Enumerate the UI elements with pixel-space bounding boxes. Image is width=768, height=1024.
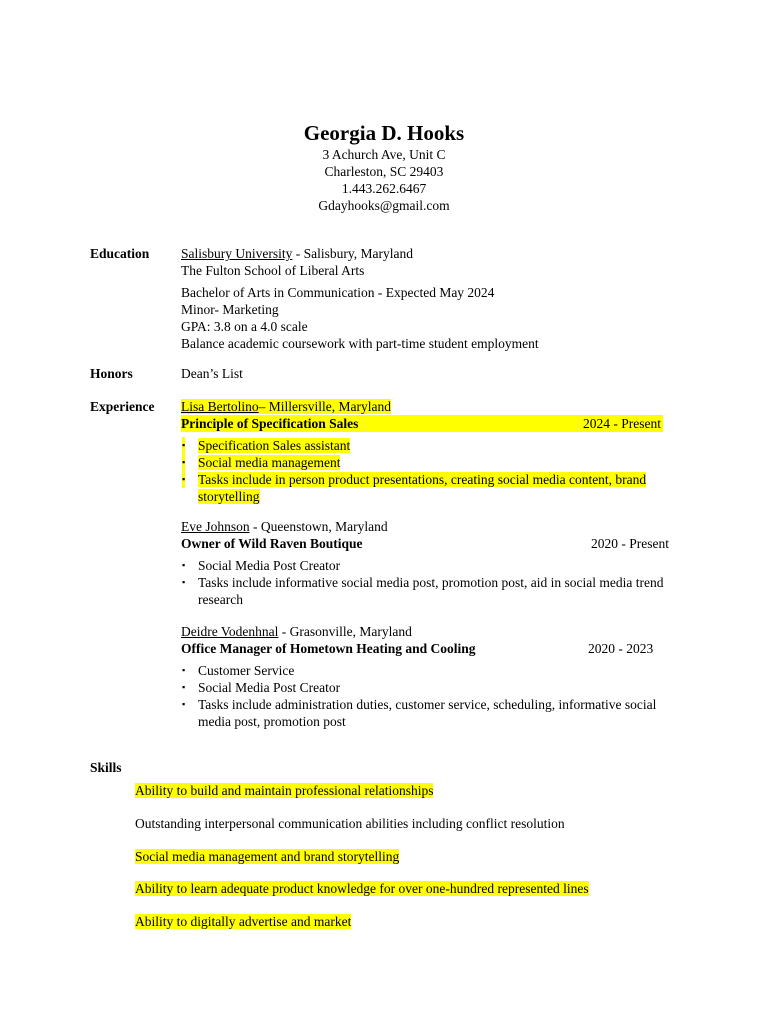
education-note: Balance academic coursework with part-time student employment (181, 336, 539, 351)
skill-item: Ability to digitally advertise and market (135, 914, 352, 929)
skill-item: Social media management and brand storytelling (135, 849, 400, 864)
job-bullet: ▪ Tasks include administration duties, customer service, scheduling, informative social media post, promotion post (182, 697, 657, 729)
bullet-icon: ▪ (182, 437, 185, 454)
job-location: – Millersville, Maryland (258, 399, 391, 414)
address-line-1: 3 Achurch Ave, Unit C (322, 147, 446, 162)
candidate-name: Georgia D. Hooks (303, 121, 465, 145)
job-bullet: ▪ Social media management (182, 455, 341, 470)
job-employer: Deidre Vodenhnal (181, 624, 279, 639)
honors-value: Dean’s List (181, 366, 243, 381)
job-bullet: ▪ Tasks include informative social media post, promotion post, aid in social media trend research (182, 575, 664, 607)
job-location: - Queenstown, Maryland (249, 519, 388, 534)
job-employer-line (181, 623, 681, 640)
job-entry (181, 623, 681, 730)
bullet-icon: ▪ (182, 665, 186, 675)
gpa: GPA: 3.8 on a 4.0 scale (181, 319, 308, 334)
bullet-icon: ▪ (182, 682, 186, 692)
honors-label: Honors (90, 366, 133, 381)
bullet-icon: ▪ (182, 699, 186, 709)
job-bullets (181, 437, 681, 505)
phone-number: 1.443.262.6467 (341, 181, 427, 196)
job-bullet: ▪ Customer Service (182, 663, 295, 678)
education-section (181, 245, 681, 352)
address-line-2: Charleston, SC 29403 (324, 164, 444, 179)
job-title-line (181, 415, 663, 432)
email-address: Gdayhooks@gmail.com (318, 198, 450, 213)
job-employer: Eve Johnson (181, 519, 250, 534)
job-bullet: ▪ Tasks include in person product presentations, creating social media content, brand storytelling (182, 472, 647, 504)
school-location: - Salisbury, Maryland (292, 246, 413, 261)
bullet-icon: ▪ (182, 560, 186, 570)
skills-label: Skills (90, 760, 122, 775)
job-employer: Lisa Bertolino (181, 399, 259, 414)
school-line (181, 245, 681, 262)
skill-item: Outstanding interpersonal communication abilities including conflict resolution (135, 816, 565, 831)
job-dates: 2020 - 2023 (588, 641, 654, 656)
school-name: Salisbury University (181, 246, 293, 261)
job-entry (181, 518, 681, 608)
job-employer-line (181, 518, 681, 535)
job-dates: 2020 - Present (591, 536, 669, 551)
college-name: The Fulton School of Liberal Arts (181, 263, 365, 278)
job-dates: 2024 - Present (583, 416, 661, 431)
job-location: - Grasonville, Maryland (278, 624, 412, 639)
job-title: Principle of Specification Sales (181, 416, 359, 431)
job-entry (181, 398, 681, 505)
job-title: Office Manager of Hometown Heating and Cooling (181, 641, 476, 656)
job-bullet: ▪ Social Media Post Creator (182, 680, 341, 695)
bullet-icon: ▪ (182, 454, 185, 471)
degree: Bachelor of Arts in Communication - Expected May 2024 (181, 285, 495, 300)
experience-label: Experience (90, 399, 155, 414)
job-bullet: ▪ Specification Sales assistant (182, 438, 351, 453)
bullet-icon: ▪ (182, 577, 186, 587)
job-bullets (181, 662, 681, 730)
minor: Minor- Marketing (181, 302, 279, 317)
job-title: Owner of Wild Raven Boutique (181, 536, 363, 551)
education-label: Education (90, 246, 150, 261)
skill-item: Ability to build and maintain professional relationships (135, 783, 434, 798)
job-title-line (181, 640, 681, 657)
job-bullets (181, 557, 681, 608)
job-employer-line (181, 398, 681, 415)
skill-item: Ability to learn adequate product knowledge for over one-hundred represented lines (135, 881, 589, 896)
resume-header (0, 120, 768, 214)
job-title-line (181, 535, 681, 552)
honors-section (181, 365, 681, 382)
job-bullet: ▪ Social Media Post Creator (182, 558, 341, 573)
bullet-icon: ▪ (182, 471, 185, 488)
